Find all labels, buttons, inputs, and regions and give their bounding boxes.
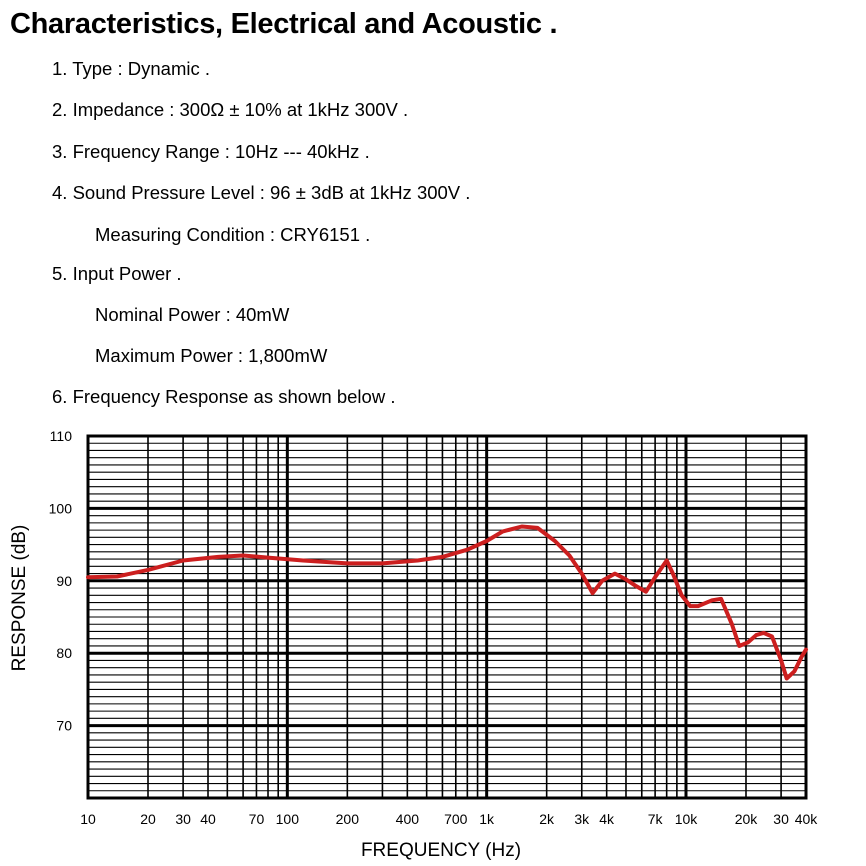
spec-nominal-power: Nominal Power : 40mW — [95, 304, 290, 325]
y-tick-label: 110 — [49, 428, 72, 444]
x-tick-label: 10k — [674, 811, 698, 827]
y-tick-label: 90 — [56, 572, 72, 589]
x-tick-label: 400 — [395, 811, 420, 827]
x-tick-label: 40k — [794, 811, 818, 827]
tick-labels — [49, 428, 819, 827]
x-tick-label: 40 — [200, 811, 216, 827]
x-tick-label: 20 — [140, 811, 156, 827]
y-tick-label: 80 — [56, 645, 72, 662]
spec-measuring-condition: Measuring Condition : CRY6151 . — [95, 224, 371, 245]
x-tick-label: 70 — [248, 811, 265, 827]
spec-type: 1. Type : Dynamic . — [52, 58, 210, 79]
y-axis-label: RESPONSE (dB) — [9, 524, 30, 672]
x-tick-label: 700 — [444, 811, 468, 827]
spec-sound-pressure-level: 4. Sound Pressure Level : 96 ± 3dB at 1kHz 300V . — [52, 182, 471, 203]
x-tick-label: 200 — [335, 811, 360, 827]
x-tick-label: 4k — [599, 811, 615, 827]
y-tick-label: 70 — [56, 717, 72, 734]
x-tick-label: 1k — [479, 811, 495, 827]
x-tick-label: 7k — [647, 811, 663, 827]
spec-maximum-power: Maximum Power : 1,800mW — [95, 345, 328, 366]
spec-frequency-response: 6. Frequency Response as shown below . — [52, 386, 396, 407]
x-tick-label: 20k — [734, 811, 758, 827]
y-tick-label: 100 — [48, 500, 72, 517]
x-tick-label: 100 — [275, 811, 300, 827]
page-title: Characteristics, Electrical and Acoustic . — [10, 8, 558, 40]
spec-frequency-range: 3. Frequency Range : 10Hz --- 40kHz . — [52, 141, 370, 162]
x-tick-label: 30 — [773, 811, 789, 827]
x-tick-label: 3k — [574, 811, 590, 827]
spec-input-power: 5. Input Power . — [52, 263, 182, 284]
spec-impedance: 2. Impedance : 300Ω ± 10% at 1kHz 300V . — [52, 99, 409, 120]
x-tick-label: 2k — [539, 811, 555, 827]
x-axis-label: FREQUENCY (Hz) — [360, 840, 522, 861]
x-tick-label: 30 — [175, 811, 191, 827]
x-tick-label: 10 — [80, 811, 96, 827]
minor-grid — [88, 436, 806, 798]
